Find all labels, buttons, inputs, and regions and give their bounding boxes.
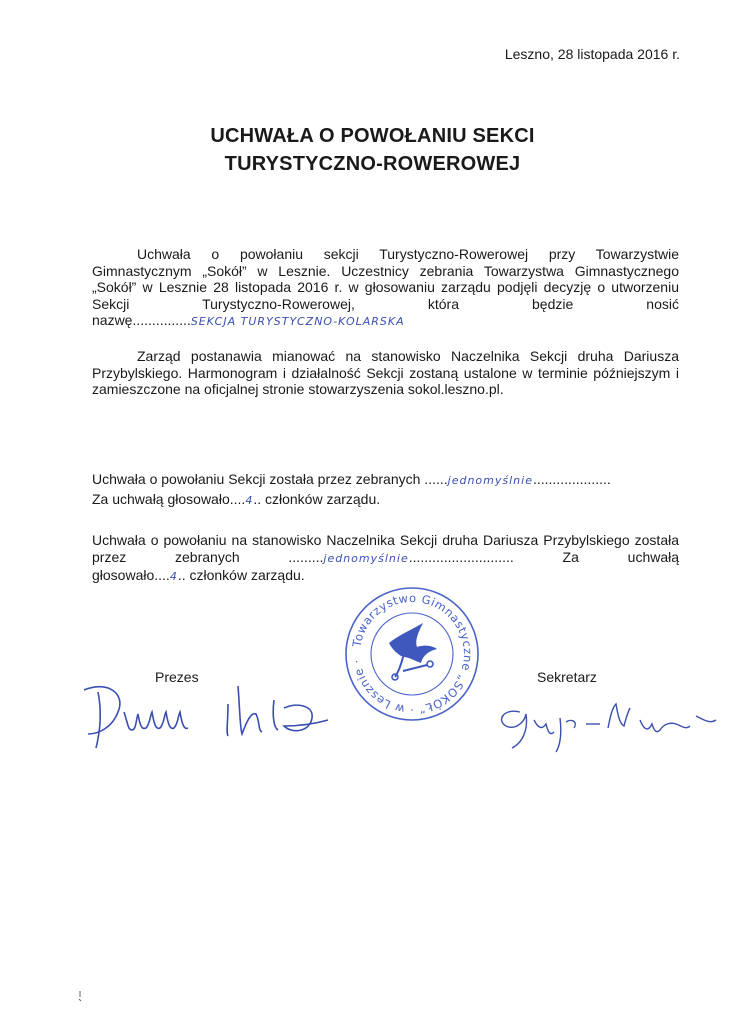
vote-1-count-suffix: .. członków zarządu. xyxy=(253,490,381,507)
vote-2-count-suffix: .. członków zarządu. xyxy=(177,567,305,583)
vote-1-count-handwritten: 4 xyxy=(245,493,254,507)
vote-section-2 xyxy=(92,532,679,586)
president-label: Prezes xyxy=(155,669,199,685)
vote-2-count-dots: .... xyxy=(154,567,170,583)
vote-1-count-line xyxy=(92,491,679,510)
vote-2-handwritten: jednomyślnie xyxy=(323,551,409,565)
vote-2-line xyxy=(92,532,679,567)
name-dots: ............... xyxy=(132,312,191,328)
vote-1-text: Uchwała o powołaniu Sekcji została przez zebranych xyxy=(92,471,421,487)
paragraph-section-creation xyxy=(92,246,679,331)
stamp-graphic xyxy=(343,585,481,723)
vote-2-text: Uchwała o powołaniu na stanowisko Naczelnika Sekcji druha Dariusza Przybylskiego została przez zebranych xyxy=(92,532,679,565)
paragraph-appointment xyxy=(92,348,679,398)
name-prefix: nazwę xyxy=(92,312,133,328)
document-date: Leszno, 28 listopada 2016 r. xyxy=(504,46,680,62)
vote-2-dots-before: ......... xyxy=(288,548,324,565)
vote-2-count-prefix: głosowało xyxy=(92,567,155,583)
vote-2-tail: Za uchwałą xyxy=(562,548,680,565)
vote-section-1 xyxy=(92,471,679,509)
vote-2-dots-after: ........................... xyxy=(408,548,514,565)
document-title xyxy=(0,122,745,178)
title-line-1: UCHWAŁA O POWOŁANIU SEKCI xyxy=(210,125,535,147)
vote-1-line: Uchwała o powołaniu Sekcji została przez zebranych ......jednomyślnie.................... xyxy=(92,471,611,487)
vote-1-count-dots: .... xyxy=(229,490,246,507)
vote-2-count-line xyxy=(92,567,679,586)
vote-1-handwritten: jednomyślnie xyxy=(447,474,533,487)
paragraph-1-text: Uchwała o powołaniu sekcji Turystyczno-Rowerowej przy Towarzystwie Gimnastycznym „Sokół” w Lesznie. Uczestnicy zebrania Towarzystwa Gimnastycznego „Sokół” w Lesznie 28 listopada 2016 r. w głosowaniu zarządu podjęli decyzję o utworzeniu Sekcji Turystyczno-Rowerowej, która będzie nosić xyxy=(92,246,679,312)
vote-1-dots-after: ................... xyxy=(532,471,607,487)
secretary-signature xyxy=(490,690,725,760)
svg-text:Towarzystwo Gimnastyczne „SOKÓ: Towarzystwo Gimnastyczne „SOKÓŁ” · w Lesznie · xyxy=(349,590,476,718)
vote-2-count-handwritten: 4 xyxy=(169,570,178,583)
handwritten-section-name: SEKCJA TURYSTYCZNO-KOLARSKA xyxy=(190,315,405,328)
secretary-label: Sekretarz xyxy=(537,669,597,685)
vote-1-dots-before: ...... xyxy=(424,471,448,487)
paragraph-1-name-line xyxy=(92,312,679,331)
vote-1-count-prefix: Za uchwałą głosowało xyxy=(92,490,230,507)
title-line-2: TURYSTYCZNO-ROWEROWEJ xyxy=(224,153,521,175)
paragraph-2-text: Zarząd postanawia mianować na stanowisko Naczelnika Sekcji druha Dariusza Przybylskiego. Harmonogram i działalność Sekcji zostaną ustalone w terminie późniejszym i zamieszczone na oficjalnej stronie stowarzyszenia sokol.leszno.pl. xyxy=(92,348,679,397)
paper-mark xyxy=(77,990,83,1002)
president-signature xyxy=(78,672,338,762)
organization-stamp xyxy=(343,585,481,723)
